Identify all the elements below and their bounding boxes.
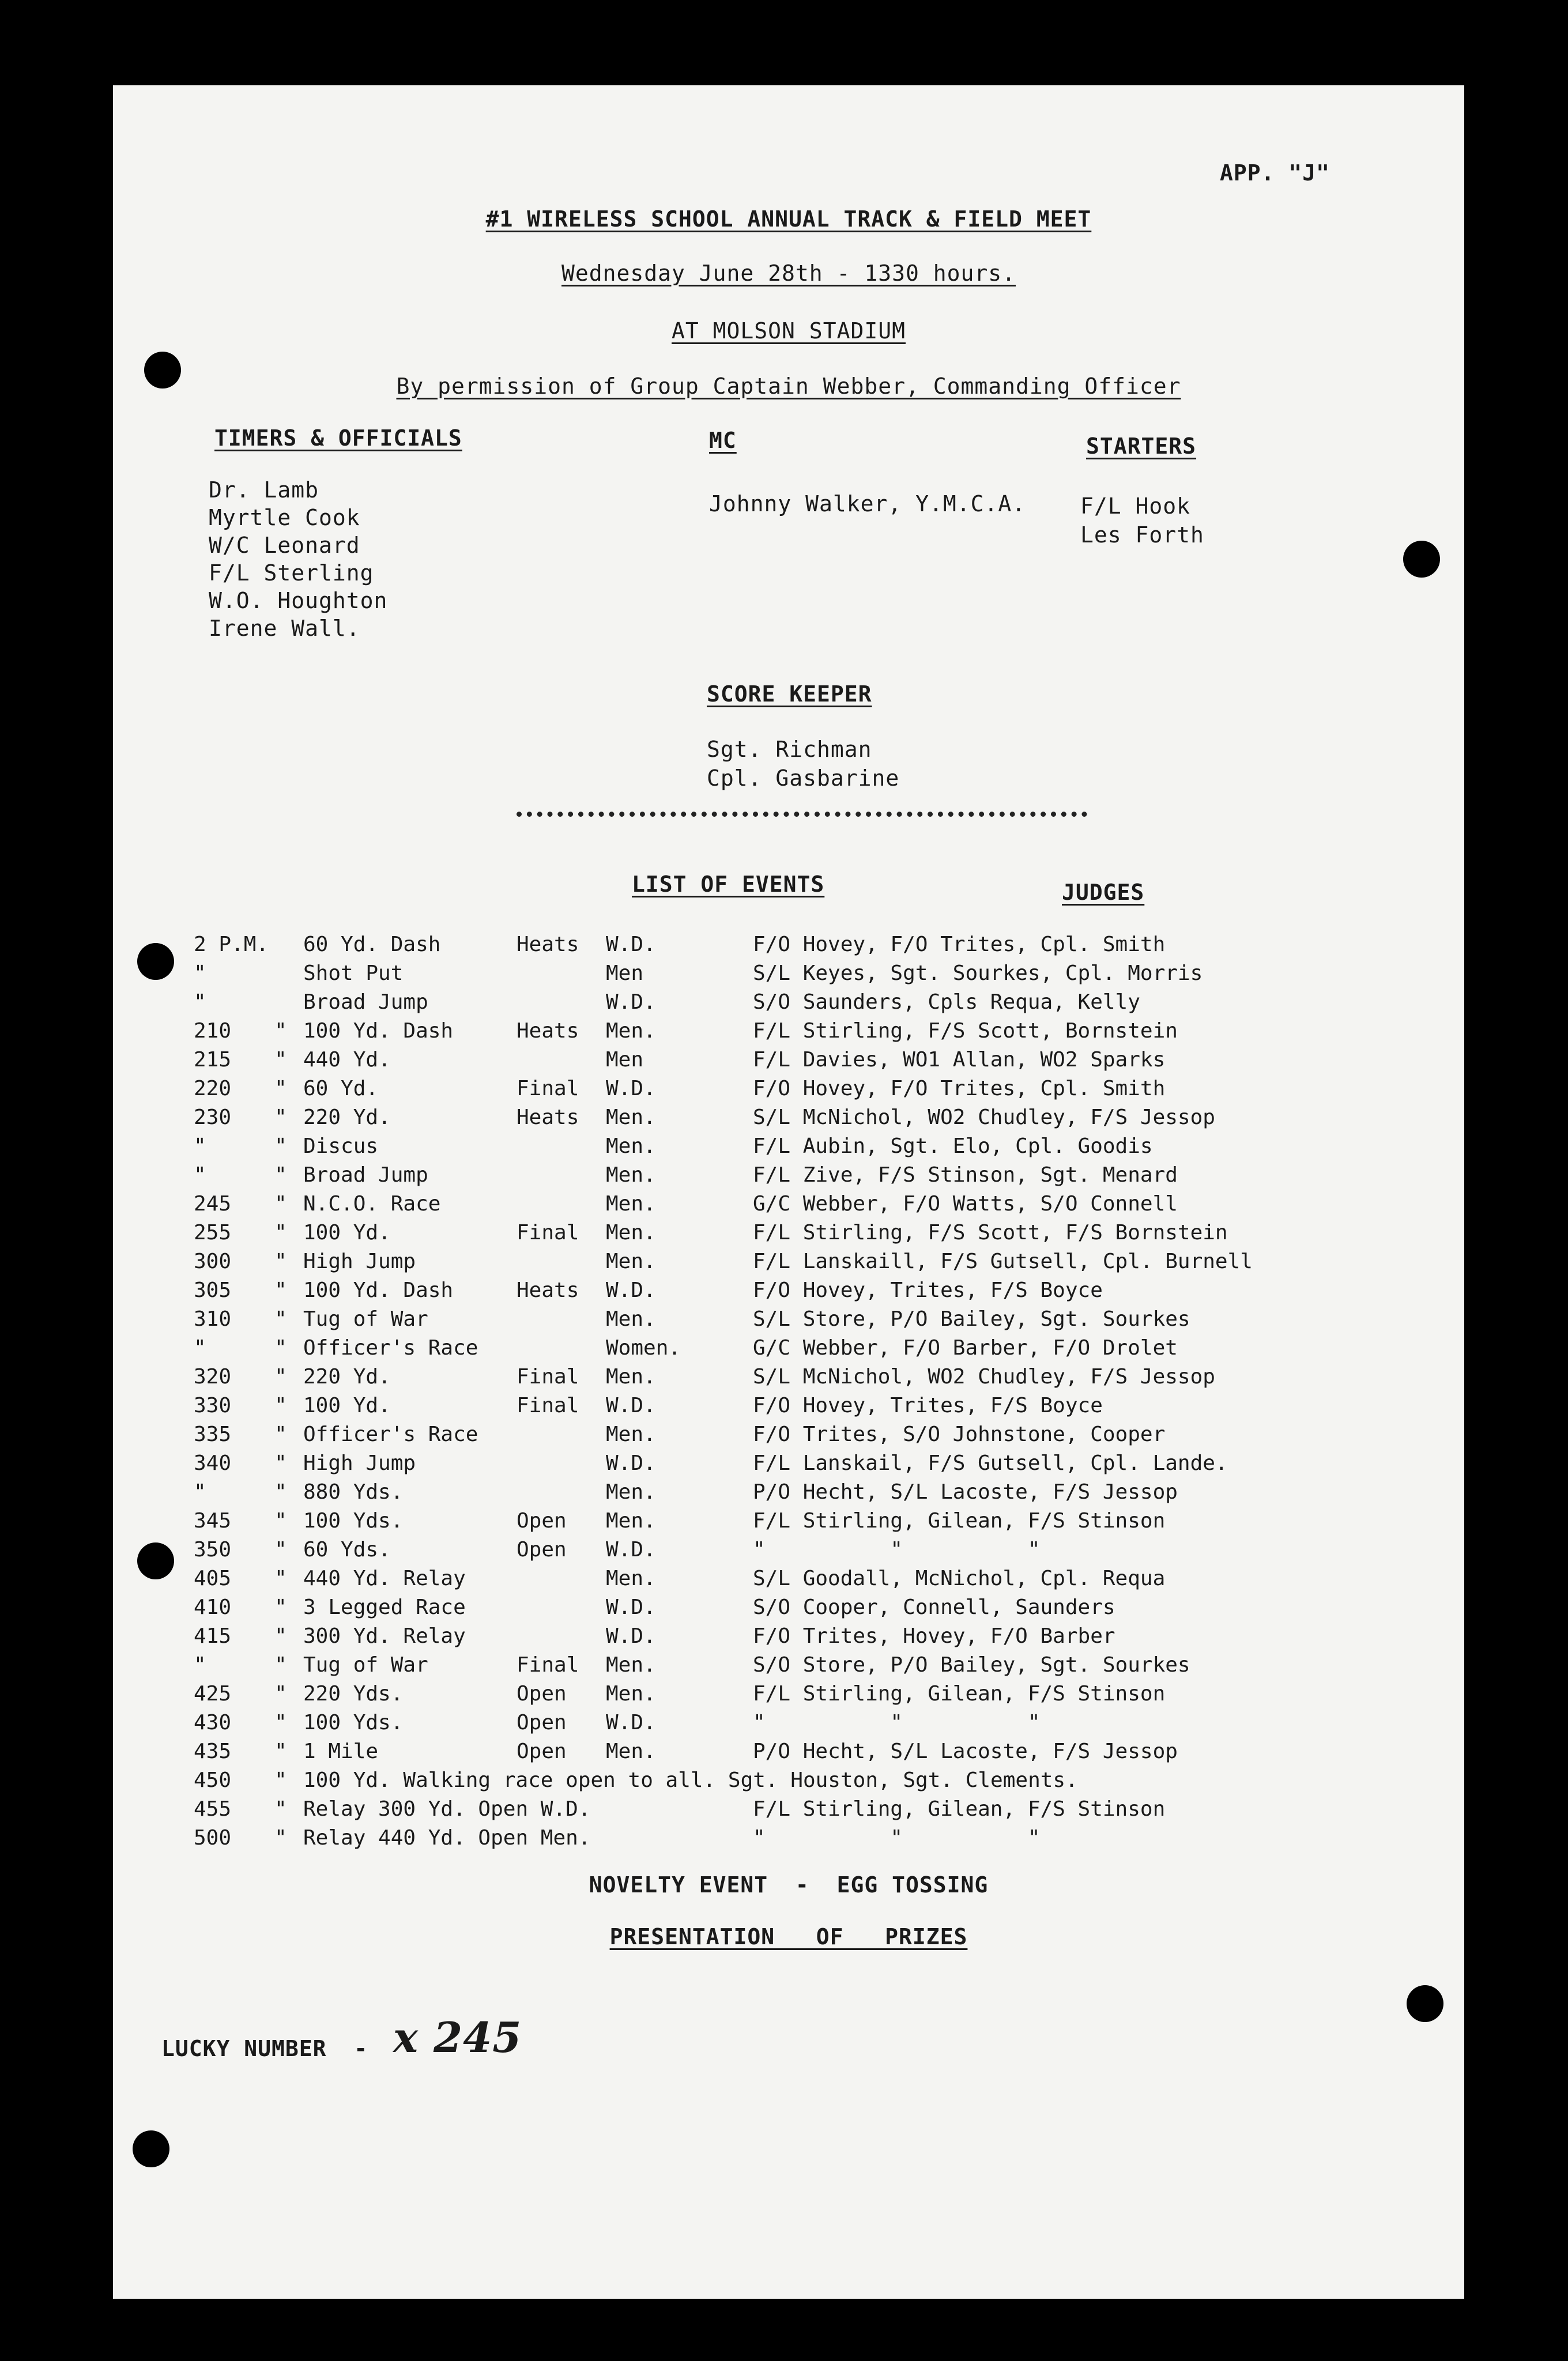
event-judges: S/O Store, P/O Bailey, Sgt. Sourkes xyxy=(753,1653,1190,1677)
event-division: Men. xyxy=(606,1653,656,1677)
event-row xyxy=(113,1077,1464,1104)
event-division: Men xyxy=(606,961,644,985)
event-division: Men. xyxy=(606,1307,656,1331)
event-row xyxy=(113,1596,1464,1623)
event-division: Men. xyxy=(606,1019,656,1043)
event-division: Men. xyxy=(606,1567,656,1590)
event-stage: Final xyxy=(517,1394,579,1417)
event-time: 305 xyxy=(194,1278,232,1302)
event-time: 255 xyxy=(194,1221,232,1244)
event-time-ditto: " xyxy=(274,1768,287,1792)
event-row xyxy=(113,1106,1464,1133)
event-time: " xyxy=(194,990,206,1014)
event-time-ditto: " xyxy=(274,1567,287,1590)
scorekeeper-name: Cpl. Gasbarine xyxy=(707,765,900,791)
event-row xyxy=(113,1797,1464,1825)
event-time: 340 xyxy=(194,1451,232,1475)
event-name: High Jump xyxy=(303,1451,416,1475)
event-name: 100 Yd. Dash xyxy=(303,1019,454,1043)
starters-heading: STARTERS xyxy=(1086,433,1197,459)
event-judges: F/L Aubin, Sgt. Elo, Cpl. Goodis xyxy=(753,1134,1153,1158)
event-division: W.D. xyxy=(606,990,656,1014)
event-time-ditto: " xyxy=(274,1711,287,1734)
event-row xyxy=(113,933,1464,960)
event-time: 335 xyxy=(194,1423,232,1446)
event-division: W.D. xyxy=(606,1278,656,1302)
event-stage: Heats xyxy=(517,1106,579,1129)
event-time-ditto: " xyxy=(274,1538,287,1562)
event-division: W.D. xyxy=(606,1077,656,1100)
presentation-of-prizes: PRESENTATION OF PRIZES xyxy=(609,1924,968,1949)
event-name: Relay 300 Yd. Open W.D. xyxy=(303,1797,591,1821)
document-page xyxy=(113,85,1464,2299)
event-row xyxy=(113,1394,1464,1421)
meet-venue: AT MOLSON STADIUM xyxy=(672,318,906,344)
event-division: W.D. xyxy=(606,1711,656,1734)
event-stage: Heats xyxy=(517,933,579,956)
event-stage: Heats xyxy=(517,1278,579,1302)
events-heading: LIST OF EVENTS xyxy=(632,872,825,897)
event-row xyxy=(113,1163,1464,1191)
event-time: 350 xyxy=(194,1538,232,1562)
event-row xyxy=(113,1134,1464,1162)
event-row xyxy=(113,1538,1464,1566)
event-division: Men. xyxy=(606,1106,656,1129)
event-time: 2 P.M. xyxy=(194,933,269,956)
event-time: 230 xyxy=(194,1106,232,1129)
event-division: Men. xyxy=(606,1423,656,1446)
event-time-ditto: " xyxy=(274,1048,287,1072)
event-judges: S/O Cooper, Connell, Saunders xyxy=(753,1596,1115,1619)
event-judges: " " " xyxy=(753,1826,1041,1850)
event-name: 220 Yds. xyxy=(303,1682,404,1706)
event-time-ditto: " xyxy=(274,1307,287,1331)
event-judges: F/L Lanskail, F/S Gutsell, Cpl. Lande. xyxy=(753,1451,1228,1475)
event-judges: G/C Webber, F/O Barber, F/O Drolet xyxy=(753,1336,1178,1360)
event-judges: F/O Hovey, Trites, F/S Boyce xyxy=(753,1278,1103,1302)
event-name: 220 Yd. xyxy=(303,1365,391,1389)
event-row xyxy=(113,1221,1464,1249)
event-time: 415 xyxy=(194,1624,232,1648)
starter-name: F/L Hook xyxy=(1080,493,1191,519)
event-division: Men. xyxy=(606,1192,656,1216)
event-time: 410 xyxy=(194,1596,232,1619)
event-name: Discus xyxy=(303,1134,379,1158)
event-division: Men. xyxy=(606,1365,656,1389)
event-judges: F/O Hovey, Trites, F/S Boyce xyxy=(753,1394,1103,1417)
event-name: Officer's Race xyxy=(303,1336,478,1360)
event-row xyxy=(113,1423,1464,1450)
event-time-ditto: " xyxy=(274,1740,287,1763)
event-time-ditto: " xyxy=(274,1221,287,1244)
event-time: " xyxy=(194,1480,206,1504)
event-division: Men. xyxy=(606,1221,656,1244)
event-division: Men. xyxy=(606,1163,656,1187)
event-time-ditto: " xyxy=(274,1336,287,1360)
event-time-ditto: " xyxy=(274,1596,287,1619)
event-row xyxy=(113,1768,1464,1796)
event-name: 100 Yd. xyxy=(303,1394,391,1417)
event-time: 300 xyxy=(194,1250,232,1273)
event-judges: F/O Trites, Hovey, F/O Barber xyxy=(753,1624,1115,1648)
event-row xyxy=(113,1336,1464,1364)
event-time: 310 xyxy=(194,1307,232,1331)
event-time-ditto: " xyxy=(274,1480,287,1504)
event-judges: P/O Hecht, S/L Lacoste, F/S Jessop xyxy=(753,1740,1178,1763)
appendix-label: APP. "J" xyxy=(1220,160,1330,186)
event-time: 430 xyxy=(194,1711,232,1734)
event-judges: S/L Store, P/O Bailey, Sgt. Sourkes xyxy=(753,1307,1190,1331)
event-stage: Open xyxy=(517,1682,567,1706)
event-judges: S/L McNichol, WO2 Chudley, F/S Jessop xyxy=(753,1365,1215,1389)
dotted-separator xyxy=(517,812,1087,817)
event-name: 100 Yd. xyxy=(303,1221,391,1244)
event-time-ditto: " xyxy=(274,1250,287,1273)
timer-name: Myrtle Cook xyxy=(209,505,360,530)
event-name: N.C.O. Race xyxy=(303,1192,441,1216)
event-time: " xyxy=(194,1653,206,1677)
event-judges: F/L Stirling, Gilean, F/S Stinson xyxy=(753,1682,1166,1706)
event-time: 425 xyxy=(194,1682,232,1706)
document-title: #1 WIRELESS SCHOOL ANNUAL TRACK & FIELD MEET xyxy=(485,206,1092,232)
event-judges: F/L Davies, WO1 Allan, WO2 Sparks xyxy=(753,1048,1166,1072)
event-stage: Final xyxy=(517,1221,579,1244)
novelty-event: NOVELTY EVENT - EGG TOSSING xyxy=(589,1872,989,1898)
event-division: Men. xyxy=(606,1509,656,1533)
event-name: High Jump xyxy=(303,1250,416,1273)
event-time: " xyxy=(194,961,206,985)
lucky-number-value: x 245 xyxy=(393,2013,522,2062)
event-division: Men. xyxy=(606,1740,656,1763)
event-row xyxy=(113,1365,1464,1393)
event-time: 215 xyxy=(194,1048,232,1072)
event-name: 100 Yd. Walking race open to all. Sgt. Houston, Sgt. Clements. xyxy=(303,1768,1078,1792)
event-name: 300 Yd. Relay xyxy=(303,1624,466,1648)
event-division: W.D. xyxy=(606,1451,656,1475)
event-division: Men xyxy=(606,1048,644,1072)
event-time: 405 xyxy=(194,1567,232,1590)
event-time-ditto: " xyxy=(274,1077,287,1100)
event-judges: F/L Stirling, Gilean, F/S Stinson xyxy=(753,1797,1166,1821)
event-stage: Open xyxy=(517,1538,567,1562)
event-judges: G/C Webber, F/O Watts, S/O Connell xyxy=(753,1192,1178,1216)
event-row xyxy=(113,1192,1464,1220)
event-judges: S/L Goodall, McNichol, Cpl. Requa xyxy=(753,1567,1166,1590)
event-name: Broad Jump xyxy=(303,1163,428,1187)
event-time-ditto: " xyxy=(274,1394,287,1417)
event-judges: P/O Hecht, S/L Lacoste, F/S Jessop xyxy=(753,1480,1178,1504)
event-time: 450 xyxy=(194,1768,232,1792)
event-row xyxy=(113,1826,1464,1854)
event-stage: Final xyxy=(517,1365,579,1389)
event-judges: F/L Stirling, F/S Scott, F/S Bornstein xyxy=(753,1221,1228,1244)
event-time-ditto: " xyxy=(274,1423,287,1446)
event-name: 60 Yd. xyxy=(303,1077,379,1100)
event-time-ditto: " xyxy=(274,1624,287,1648)
event-division: Men. xyxy=(606,1480,656,1504)
punch-hole xyxy=(1403,541,1440,578)
event-row xyxy=(113,1682,1464,1710)
event-row xyxy=(113,1048,1464,1076)
event-time: 345 xyxy=(194,1509,232,1533)
lucky-number-label: LUCKY NUMBER - xyxy=(161,2036,368,2061)
event-division: Men. xyxy=(606,1250,656,1273)
event-time-ditto: " xyxy=(274,1826,287,1850)
event-time: 210 xyxy=(194,1019,232,1043)
event-judges: F/L Stirling, F/S Scott, Bornstein xyxy=(753,1019,1178,1043)
event-time-ditto: " xyxy=(274,1106,287,1129)
event-stage: Open xyxy=(517,1740,567,1763)
event-time-ditto: " xyxy=(274,1278,287,1302)
event-judges: S/L Keyes, Sgt. Sourkes, Cpl. Morris xyxy=(753,961,1203,985)
timer-name: F/L Sterling xyxy=(209,560,374,586)
event-time-ditto: " xyxy=(274,1365,287,1389)
event-row xyxy=(113,1451,1464,1479)
mc-name: Johnny Walker, Y.M.C.A. xyxy=(709,491,1026,516)
event-time-ditto: " xyxy=(274,1134,287,1158)
event-row xyxy=(113,1711,1464,1738)
event-name: 100 Yds. xyxy=(303,1711,404,1734)
event-stage: Final xyxy=(517,1653,579,1677)
mc-heading: MC xyxy=(709,428,737,453)
event-time-ditto: " xyxy=(274,1509,287,1533)
event-time: 435 xyxy=(194,1740,232,1763)
event-judges: F/O Hovey, F/O Trites, Cpl. Smith xyxy=(753,1077,1166,1100)
event-time-ditto: " xyxy=(274,1451,287,1475)
event-stage: Heats xyxy=(517,1019,579,1043)
event-division: Men. xyxy=(606,1682,656,1706)
event-division: W.D. xyxy=(606,1538,656,1562)
event-name: 440 Yd. xyxy=(303,1048,391,1072)
event-name: Tug of War xyxy=(303,1653,428,1677)
event-division: W.D. xyxy=(606,1596,656,1619)
event-row xyxy=(113,1567,1464,1594)
timers-heading: TIMERS & OFFICIALS xyxy=(214,425,462,451)
timer-name: Dr. Lamb xyxy=(209,477,319,503)
event-judges: F/O Trites, S/O Johnstone, Cooper xyxy=(753,1423,1166,1446)
event-stage: Final xyxy=(517,1077,579,1100)
event-row xyxy=(113,990,1464,1018)
event-name: 60 Yds. xyxy=(303,1538,391,1562)
event-row xyxy=(113,961,1464,989)
event-division: Men. xyxy=(606,1134,656,1158)
event-time-ditto: " xyxy=(274,1653,287,1677)
permission-note: By permission of Group Captain Webber, Commanding Officer xyxy=(396,374,1181,399)
judges-heading: JUDGES xyxy=(1062,880,1145,905)
scorekeeper-name: Sgt. Richman xyxy=(707,737,872,762)
event-judges: F/O Hovey, F/O Trites, Cpl. Smith xyxy=(753,933,1166,956)
starter-name: Les Forth xyxy=(1080,522,1204,548)
event-time-ditto: " xyxy=(274,1797,287,1821)
event-name: 220 Yd. xyxy=(303,1106,391,1129)
timer-name: W/C Leonard xyxy=(209,533,360,558)
event-stage: Open xyxy=(517,1711,567,1734)
event-name: 1 Mile xyxy=(303,1740,379,1763)
event-division: W.D. xyxy=(606,1394,656,1417)
event-judges: F/L Stirling, Gilean, F/S Stinson xyxy=(753,1509,1166,1533)
timer-name: W.O. Houghton xyxy=(209,588,388,613)
punch-hole xyxy=(133,2130,169,2167)
event-division: Women. xyxy=(606,1336,681,1360)
event-judges: S/O Saunders, Cpls Requa, Kelly xyxy=(753,990,1140,1014)
event-name: 3 Legged Race xyxy=(303,1596,466,1619)
event-time: " xyxy=(194,1163,206,1187)
event-judges: F/L Lanskaill, F/S Gutsell, Cpl. Burnell xyxy=(753,1250,1253,1273)
event-name: 60 Yd. Dash xyxy=(303,933,441,956)
event-time-ditto: " xyxy=(274,1682,287,1706)
event-stage: Open xyxy=(517,1509,567,1533)
event-name: Officer's Race xyxy=(303,1423,478,1446)
event-division: W.D. xyxy=(606,933,656,956)
event-time-ditto: " xyxy=(274,1019,287,1043)
event-row xyxy=(113,1480,1464,1508)
event-row xyxy=(113,1307,1464,1335)
event-row xyxy=(113,1250,1464,1277)
event-time-ditto: " xyxy=(274,1192,287,1216)
event-name: Relay 440 Yd. Open Men. xyxy=(303,1826,591,1850)
meet-date: Wednesday June 28th - 1330 hours. xyxy=(561,261,1016,286)
event-row xyxy=(113,1278,1464,1306)
event-name: 440 Yd. Relay xyxy=(303,1567,466,1590)
event-time-ditto: " xyxy=(274,1163,287,1187)
event-time: " xyxy=(194,1336,206,1360)
event-name: 880 Yds. xyxy=(303,1480,404,1504)
event-name: 100 Yds. xyxy=(303,1509,404,1533)
event-row xyxy=(113,1019,1464,1047)
event-time: 455 xyxy=(194,1797,232,1821)
event-time: 245 xyxy=(194,1192,232,1216)
timer-name: Irene Wall. xyxy=(209,616,360,641)
event-row xyxy=(113,1740,1464,1767)
event-judges: S/L McNichol, WO2 Chudley, F/S Jessop xyxy=(753,1106,1215,1129)
event-name: 100 Yd. Dash xyxy=(303,1278,454,1302)
scorekeeper-heading: SCORE KEEPER xyxy=(707,681,872,707)
event-time: 330 xyxy=(194,1394,232,1417)
event-division: W.D. xyxy=(606,1624,656,1648)
event-time: 320 xyxy=(194,1365,232,1389)
event-time: 220 xyxy=(194,1077,232,1100)
event-time: 500 xyxy=(194,1826,232,1850)
event-judges: " " " xyxy=(753,1711,1041,1734)
event-name: Tug of War xyxy=(303,1307,428,1331)
event-time: " xyxy=(194,1134,206,1158)
event-row xyxy=(113,1509,1464,1537)
event-row xyxy=(113,1653,1464,1681)
event-name: Broad Jump xyxy=(303,990,428,1014)
event-judges: " " " xyxy=(753,1538,1041,1562)
event-judges: F/L Zive, F/S Stinson, Sgt. Menard xyxy=(753,1163,1178,1187)
punch-hole xyxy=(1407,1985,1443,2022)
event-row xyxy=(113,1624,1464,1652)
event-name: Shot Put xyxy=(303,961,404,985)
